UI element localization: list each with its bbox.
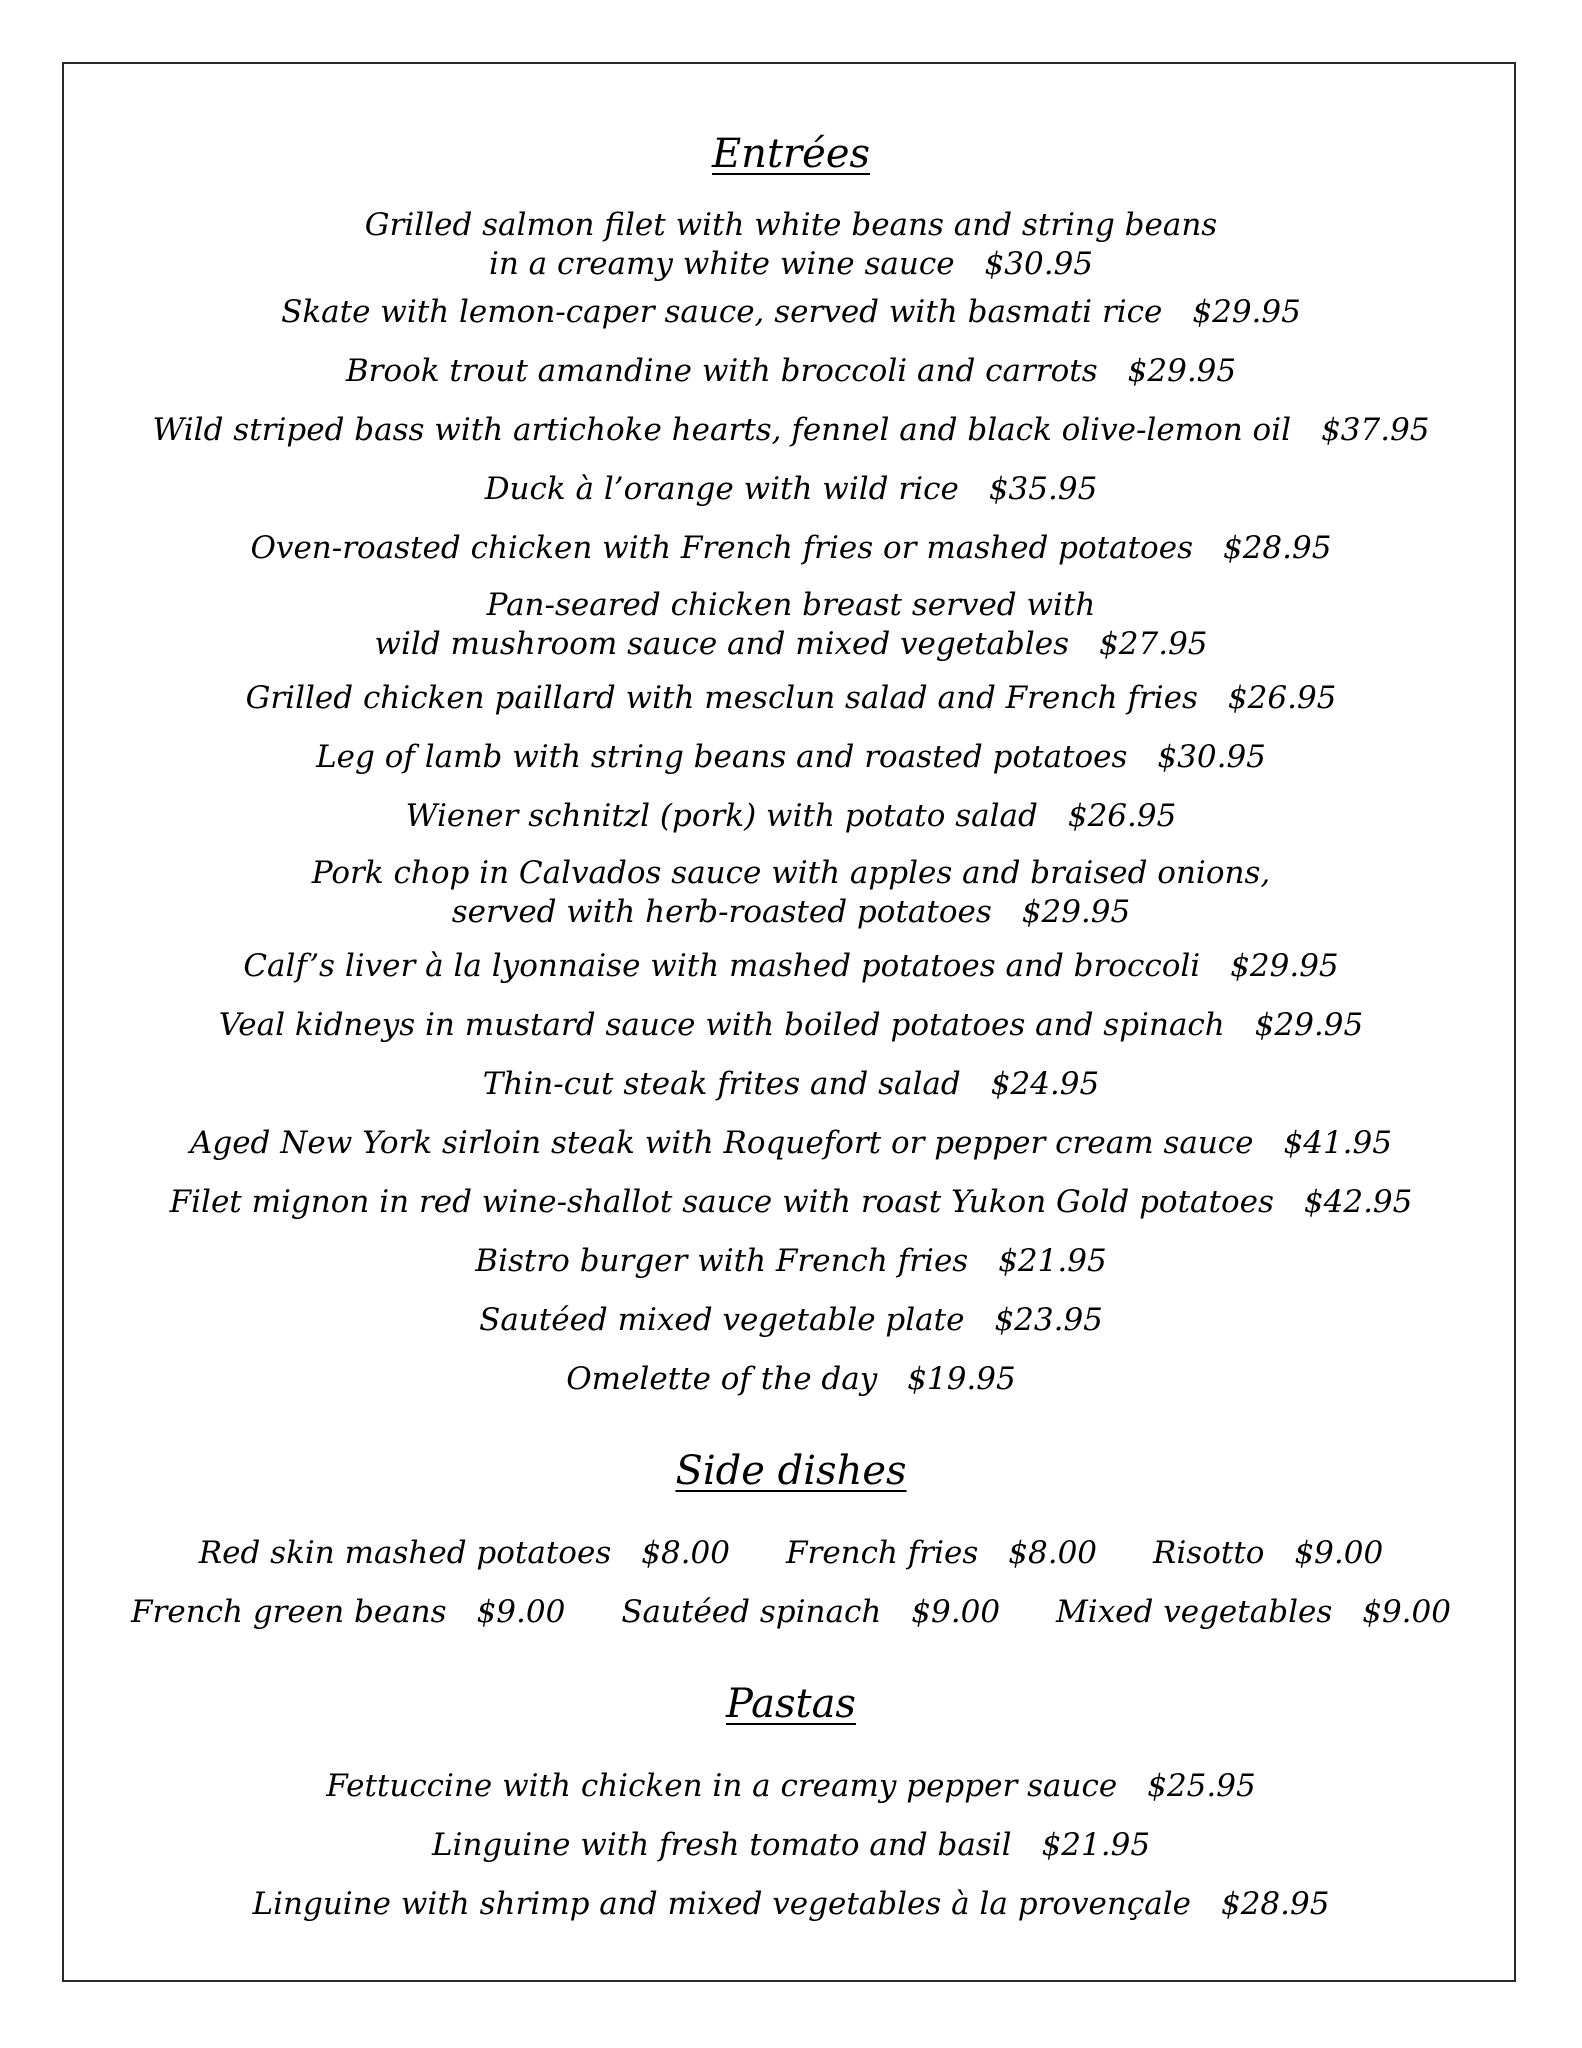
entree-18-price: $23.95 bbox=[994, 1302, 1103, 1338]
pasta-3-price: $28.95 bbox=[1220, 1886, 1330, 1922]
side-dish-price: $9.00 bbox=[1294, 1535, 1384, 1571]
entree-3 bbox=[0, 353, 1582, 389]
side-dishes-row-2 bbox=[0, 1594, 1582, 1630]
entree-10-price: $26.95 bbox=[1067, 798, 1177, 834]
side-dish-price: $9.00 bbox=[1362, 1594, 1451, 1630]
entree-7-desc: wild mushroom sauce and mixed vegetables bbox=[374, 626, 1070, 662]
side-dish-price: $8.00 bbox=[1008, 1535, 1098, 1571]
side-dishes-row-1 bbox=[0, 1535, 1582, 1571]
entree-15 bbox=[0, 1125, 1582, 1161]
entree-4-desc: Wild striped bass with artichoke hearts, fennel and black olive-lemon oil bbox=[152, 412, 1292, 448]
entrees-heading: Entrées bbox=[711, 131, 871, 177]
side-dish-name: Risotto bbox=[1153, 1535, 1265, 1571]
entree-13-desc: Veal kidneys in mustard sauce with boiled potatoes and spinach bbox=[218, 1007, 1225, 1043]
entree-4-price: $37.95 bbox=[1321, 412, 1430, 448]
entree-17-desc: Bistro burger with French fries bbox=[475, 1243, 969, 1279]
pasta-1-desc: Fettuccine with chicken in a creamy pepper sauce bbox=[326, 1768, 1118, 1804]
side-dish-sauteed-spinach bbox=[621, 1594, 1001, 1630]
entree-3-desc: Brook trout amandine with broccoli and carrots bbox=[345, 353, 1098, 389]
entree-6-price: $28.95 bbox=[1222, 530, 1332, 566]
pasta-1-price: $25.95 bbox=[1147, 1768, 1256, 1804]
entree-14-desc: Thin-cut steak frites and salad bbox=[482, 1066, 961, 1102]
entree-17 bbox=[0, 1243, 1582, 1279]
side-dish-price: $9.00 bbox=[911, 1594, 1001, 1630]
entree-13-price: $29.95 bbox=[1254, 1007, 1364, 1043]
entree-11-price: $29.95 bbox=[1021, 894, 1131, 930]
entree-15-desc: Aged New York sirloin steak with Roquefort or pepper cream sauce bbox=[189, 1125, 1254, 1161]
entree-8-price: $26.95 bbox=[1227, 680, 1337, 716]
entree-9 bbox=[0, 739, 1582, 775]
entree-16-price: $42.95 bbox=[1303, 1184, 1413, 1220]
entree-5 bbox=[0, 471, 1582, 507]
pasta-2-price: $21.95 bbox=[1041, 1827, 1151, 1863]
side-dish-name: Sautéed spinach bbox=[621, 1594, 882, 1630]
entree-1-desc: in a creamy white wine sauce bbox=[488, 246, 955, 282]
entree-2-price: $29.95 bbox=[1192, 294, 1301, 330]
entree-16 bbox=[0, 1184, 1582, 1220]
side-dish-mixed-vegetables bbox=[1056, 1594, 1451, 1630]
entree-7-line-2 bbox=[0, 626, 1582, 662]
entree-14 bbox=[0, 1066, 1582, 1102]
side-dish-price: $8.00 bbox=[641, 1535, 730, 1571]
pasta-3-desc: Linguine with shrimp and mixed vegetables à la provençale bbox=[252, 1886, 1191, 1922]
entree-7-line-1: Pan-seared chicken breast served with bbox=[486, 587, 1096, 623]
pasta-2-desc: Linguine with fresh tomato and basil bbox=[431, 1827, 1012, 1863]
entree-5-desc: Duck à l’orange with wild rice bbox=[484, 471, 959, 507]
entree-12-price: $29.95 bbox=[1230, 948, 1339, 984]
entree-19-price: $19.95 bbox=[907, 1361, 1016, 1397]
entree-11-line-1: Pork chop in Calvados sauce with apples and braised onions, bbox=[311, 855, 1271, 891]
entree-3-price: $29.95 bbox=[1127, 353, 1237, 389]
pasta-1 bbox=[0, 1768, 1582, 1804]
entree-14-price: $24.95 bbox=[990, 1066, 1100, 1102]
entree-10 bbox=[0, 798, 1582, 834]
side-dish-name: French fries bbox=[785, 1535, 979, 1571]
entree-10-desc: Wiener schnitzl (pork) with potato salad bbox=[405, 798, 1038, 834]
entree-19-desc: Omelette of the day bbox=[566, 1361, 878, 1397]
entree-6 bbox=[0, 530, 1582, 566]
entree-1-price: $30.95 bbox=[984, 246, 1094, 282]
pasta-3 bbox=[0, 1886, 1582, 1922]
entree-18-desc: Sautéed mixed vegetable plate bbox=[479, 1302, 965, 1338]
entree-18 bbox=[0, 1302, 1582, 1338]
entree-8 bbox=[0, 680, 1582, 716]
entree-5-price: $35.95 bbox=[988, 471, 1098, 507]
pasta-2 bbox=[0, 1827, 1582, 1863]
entree-9-desc: Leg of lamb with string beans and roasted potatoes bbox=[316, 739, 1128, 775]
side-dish-french-fries bbox=[785, 1535, 1098, 1571]
side-dishes-heading: Side dishes bbox=[675, 1448, 907, 1494]
pastas-heading: Pastas bbox=[726, 1681, 856, 1727]
entree-8-desc: Grilled chicken paillard with mesclun salad and French fries bbox=[245, 680, 1198, 716]
entree-4 bbox=[0, 412, 1582, 448]
entree-15-price: $41.95 bbox=[1283, 1125, 1392, 1161]
entree-12 bbox=[0, 948, 1582, 984]
entree-17-price: $21.95 bbox=[998, 1243, 1107, 1279]
entree-11-desc: served with herb-roasted potatoes bbox=[451, 894, 992, 930]
entree-7-price: $27.95 bbox=[1099, 626, 1208, 662]
entree-1-line-1: Grilled salmon filet with white beans and string beans bbox=[364, 207, 1218, 243]
side-dish-red-skin-mashed-potatoes bbox=[198, 1535, 730, 1571]
entree-2-desc: Skate with lemon-caper sauce, served with basmati rice bbox=[281, 294, 1163, 330]
entree-19 bbox=[0, 1361, 1582, 1397]
entree-9-price: $30.95 bbox=[1157, 739, 1266, 775]
side-dish-french-green-beans bbox=[131, 1594, 566, 1630]
side-dish-price: $9.00 bbox=[476, 1594, 566, 1630]
entree-11-line-2 bbox=[0, 894, 1582, 930]
side-dish-risotto bbox=[1153, 1535, 1384, 1571]
entree-13 bbox=[0, 1007, 1582, 1043]
entree-1-line-2 bbox=[0, 246, 1582, 282]
entree-16-desc: Filet mignon in red wine-shallot sauce with roast Yukon Gold potatoes bbox=[169, 1184, 1274, 1220]
entree-12-desc: Calf’s liver à la lyonnaise with mashed potatoes and broccoli bbox=[243, 948, 1201, 984]
side-dish-name: French green beans bbox=[131, 1594, 447, 1630]
side-dish-name: Mixed vegetables bbox=[1056, 1594, 1333, 1630]
entree-6-desc: Oven-roasted chicken with French fries or mashed potatoes bbox=[250, 530, 1193, 566]
side-dish-name: Red skin mashed potatoes bbox=[198, 1535, 612, 1571]
entree-2 bbox=[0, 294, 1582, 330]
